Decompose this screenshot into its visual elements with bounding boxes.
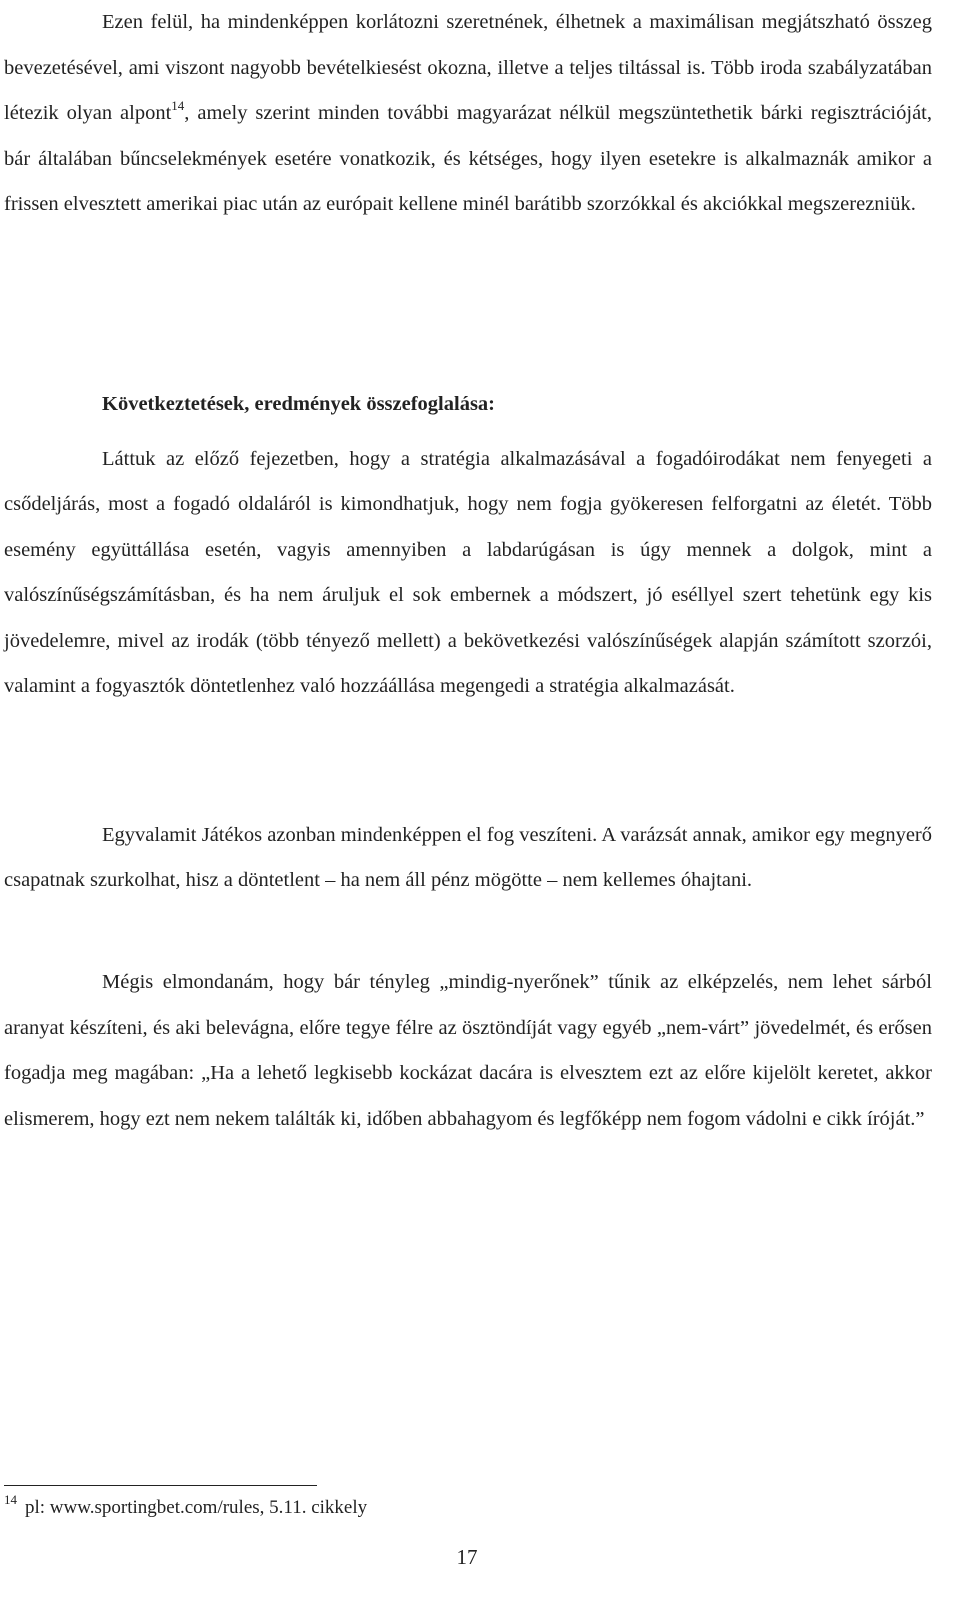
paragraph-closing-advice-text: Mégis elmondanám, hogy bár tényleg „mindig-nyerőnek” tűnik az elképzelés, nem lehet sárból aranyat készíteni, és aki belevágna, előre tegye félre az ösztöndíját vagy egyéb „nem-várt” jövedelmét, és erősen fogadja meg magában: „Ha a lehető legkisebb kockázat dacára is elvesztem ezt az előre kijelölt keretet, akkor elismerem, hogy ezt nem nekem találták ki, időben abbahagyom és legfőképp nem fogom vádolni e cikk íróját.” [4, 971, 932, 1130]
paragraph-player-loses-text: Egyvalamit Játékos azonban mindenképpen el fog veszíteni. A varázsát annak, amikor egy megnyerő csapatnak szurkolhat, hisz a döntetlent – ha nem áll pénz mögötte – nem kellemes óhajtani. [4, 824, 932, 891]
footnote-divider [4, 1485, 317, 1486]
page-number: 17 [456, 1545, 478, 1569]
section-heading: Következtetések, eredmények összefoglalása: [102, 393, 496, 415]
paragraph-text-after-note: , amely szerint minden további magyarázat nélkül megszüntethetik bárki regisztrációját, bár általában bűncselekmények esetére vonatkozik, és kétséges, hogy ilyen esetekre is alkalmaznák amikor a frissen elvesztett amerikai piac után az európait kellene minél barátibb szorzókkal és akciókkal megszerezniük. [4, 102, 932, 215]
footnote [4, 1492, 368, 1521]
footnote-mark: 14 [4, 1492, 17, 1507]
paragraph-conclusions [4, 437, 932, 709]
paragraph-text-before-note: Ezen felül, ha mindenképpen korlátozni szeretnének, élhetnek a maximálisan megjátszható összeg bevezetésével, ami viszont nagyobb bevételkiesést okozna, illetve a teljes tiltással is. Több iroda szabályzatában létezik olyan alpont [4, 11, 932, 124]
paragraph-closing-advice [4, 960, 932, 1142]
paragraph-player-loses [4, 813, 932, 903]
paragraph-conclusions-text: Láttuk az előző fejezetben, hogy a stratégia alkalmazásával a fogadóirodákat nem fenyegeti a csődeljárás, most a fogadó oldaláról is kimondhatjuk, hogy nem fogja gyökeresen felforgatni az életét. Több esemény együttállása esetén, vagyis amennyiben a labdarúgásan is úgy mennek a dolgok, mint a valószínűségszámításban, és ha nem áruljuk el sok embernek a módszert, jó eséllyel szert tehetünk egy kis jövedelemre, mivel az irodák (több tényező mellett) a bekövetkezési valószínűségek alapján számított szorzói, valamint a fogyasztók döntetlenhez való hozzáállása megengedi a stratégia alkalmazását. [4, 448, 932, 698]
footnote-text: pl: www.sportingbet.com/rules, 5.11. cikkely [25, 1497, 368, 1518]
footnote-reference[interactable]: 14 [171, 98, 185, 113]
paragraph-betting-rules [4, 0, 932, 228]
